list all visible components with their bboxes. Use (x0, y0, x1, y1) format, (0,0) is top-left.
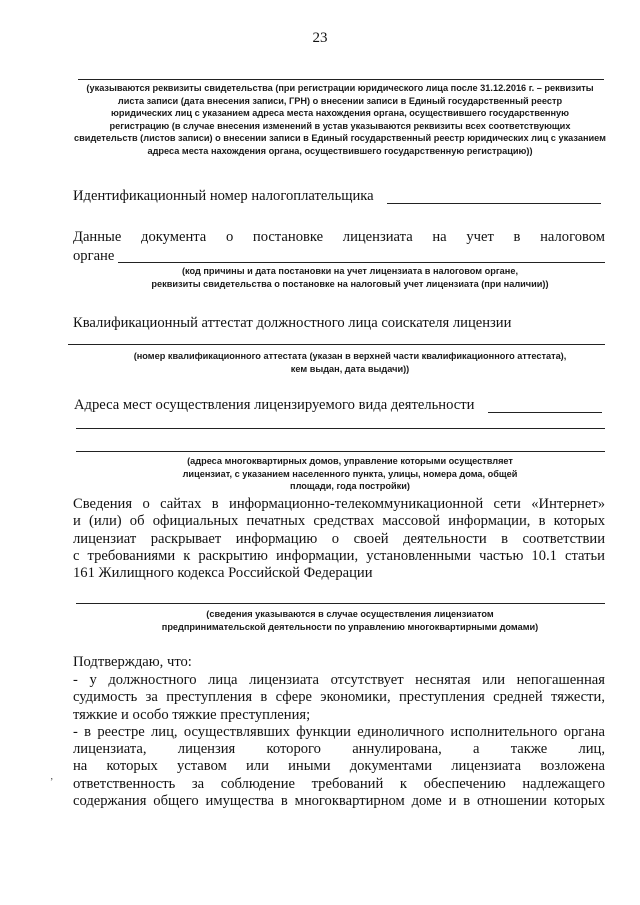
qualification-note (80, 350, 620, 375)
paragraph-line: - в реестре лиц, осуществлявших функции единоличного исполнительного органа (73, 723, 605, 740)
paragraph-line: лицензиата, лицензия которого аннулирована, а также лиц, (73, 741, 605, 758)
inn-label: Идентификационный номер налогоплательщика (73, 188, 374, 204)
note-line: (указываются реквизиты свидетельства (при регистрации юридического лица после 31.12.2016 г. – реквизиты (86, 83, 594, 93)
addresses-input-line-1[interactable] (488, 412, 602, 413)
qualification-label: Квалификационный аттестат должностного лица соискателя лицензии (73, 315, 512, 331)
confirm-paragraph (73, 672, 605, 810)
note-line: кем выдан, дата выдачи)) (290, 363, 410, 374)
websites-note (90, 608, 610, 633)
paragraph-line: Сведения о сайтах в информационно-телекоммуникационной сети «Интернет» (73, 496, 605, 512)
note-line: реквизиты свидетельства о постановке на налоговый учет лицензиата (при наличии)) (151, 278, 549, 289)
paragraph-line: и (или) об официальных печатных средствах массовой информации, в которых (73, 513, 605, 530)
qualification-input-line[interactable] (68, 344, 605, 345)
addresses-input-line-2[interactable] (76, 428, 605, 429)
note-line: (сведения указываются в случае осуществления лицензиатом (206, 609, 494, 619)
tax-organ-label: органе (73, 248, 115, 264)
inn-field (73, 187, 374, 205)
paragraph-line: на которых уставом или иными документами лицензиата возложена (73, 758, 605, 775)
addresses-input-line-3[interactable] (76, 451, 605, 452)
note-line: регистрацию (в случае внесения изменений в устав указываются реквизиты всех соответствующих (109, 120, 571, 131)
addresses-note (120, 455, 580, 493)
note-line: (адреса многоквартирных домов, управление которыми осуществляет (187, 456, 513, 466)
note-line: площади, года постройки) (290, 481, 410, 492)
paragraph-line: тяжкие и особо тяжкие преступления; (73, 706, 311, 723)
paragraph-line: судимость за преступления в сфере экономики, преступления средней тяжести, (73, 689, 605, 706)
paragraph-line: с требованиями к раскрытию информации, установленными частью 10.1 статьи (73, 547, 605, 564)
note-line: (код причины и дата постановки на учет лицензиата в налоговом органе, (181, 266, 519, 276)
note-line: адреса места нахождения органа, осуществившего государственную регистрацию)) (147, 145, 533, 156)
websites-input-line[interactable] (76, 603, 605, 604)
tax-registration-input-line[interactable] (118, 262, 605, 263)
note-line: лицензиат, с указанием населенного пункта, улицы, номера дома, общей (182, 468, 518, 479)
paragraph-line: содержания общего имущества в многоквартирном доме и в отношении которых (73, 793, 605, 810)
websites-paragraph (73, 496, 605, 582)
note-line: юридических лиц с указанием адреса места нахождения органа, осуществившего государственную (111, 108, 569, 119)
addresses-label: Адреса мест осуществления лицензируемого вида деятельности (74, 397, 475, 413)
paragraph-line: - у должностного лица лицензиата отсутствует неснятая или непогашенная (73, 672, 605, 688)
confirm-heading: Подтверждаю, что: (73, 654, 192, 670)
note-line: свидетельств (листов записи) о внесении записи в Единый государственный реестр юридических лиц с указанием (74, 133, 606, 144)
top-note (60, 82, 620, 158)
tax-registration-note (80, 265, 620, 290)
page-number: 23 (312, 30, 328, 46)
margin-mark: ‚ (50, 771, 54, 782)
tax-registration-line-1: Данные документа о постановке лицензиата на учет в налоговом (73, 229, 606, 245)
paragraph-line: 161 Жилищного кодекса Российской Федерации (73, 565, 373, 582)
tax-registration-line-2 (73, 247, 114, 265)
note-line: (номер квалификационного аттестата (указан в верхней части квалификационного аттестата), (133, 351, 567, 361)
note-line: предпринимательской деятельности по управлению многоквартирными домами) (161, 621, 539, 632)
note-line: листа записи (дата внесения записи, ГРН) о внесении записи в Единый государственный реестр (117, 95, 563, 106)
top-note-rule (78, 79, 604, 80)
paragraph-line: ответственность за соблюдение требований к обеспечению надлежащего (73, 775, 605, 792)
paragraph-line: лицензиат раскрывает информацию о своей деятельности в соответствии (73, 530, 605, 547)
inn-input-line[interactable] (387, 203, 601, 204)
